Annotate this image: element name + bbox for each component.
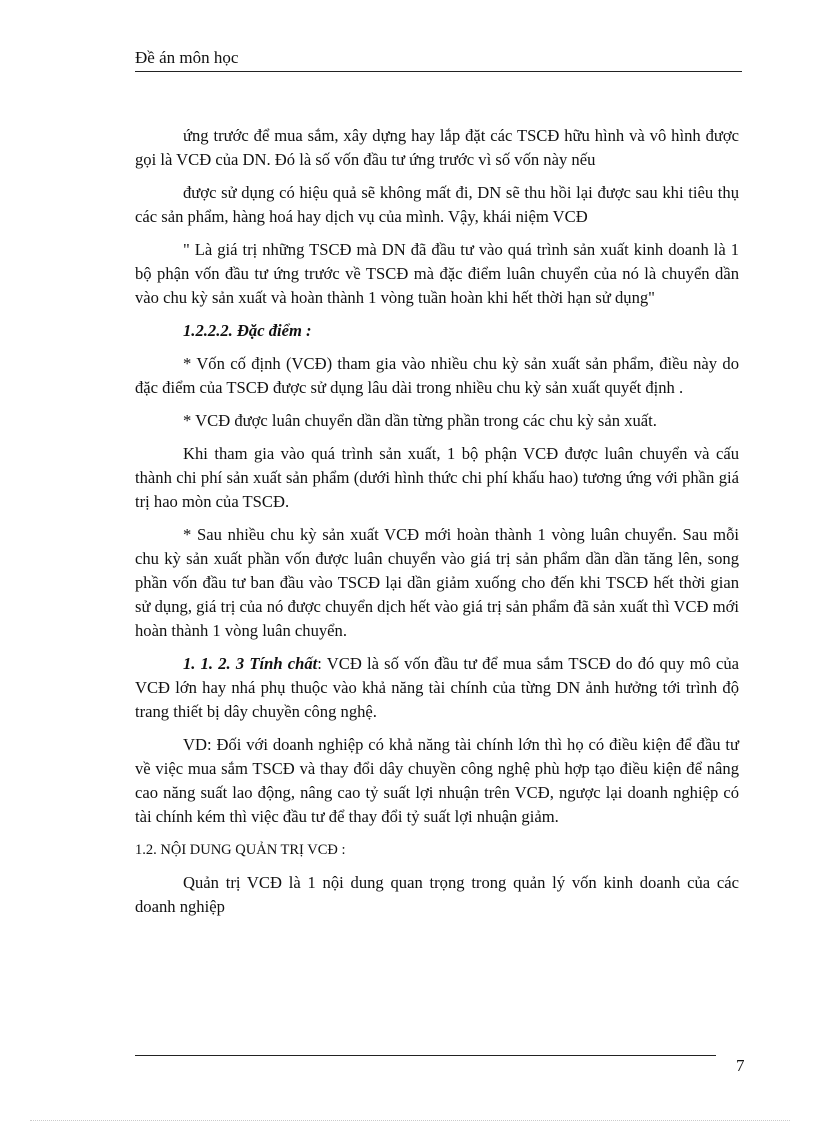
footer-divider [135,1055,716,1056]
page-number: 7 [736,1056,745,1075]
paragraph-6: Khi tham gia vào quá trình sản xuất, 1 bộ phận VCĐ được luân chuyển và cấu thành chi phí sản xuất sản phẩm (dưới hình thức chi phí khấu hao) tương ứng với phần giá trị hao mòn của TSCĐ. [135,444,739,511]
paragraph-3: " Là giá trị những TSCĐ mà DN đã đầu tư vào quá trình sản xuất kinh doanh là 1 bộ phận vốn đầu tư ứng trước về TSCĐ mà đặc điểm luân chuyển của nó là chuyển dần vào chu kỳ sản xuất và hoàn thành 1 vòng tuần hoàn khi hết thời hạn sử dụng" [135,240,739,307]
paragraph-5: * VCĐ được luân chuyển dần dần từng phần trong các chu kỳ sản xuất. [183,411,657,430]
paragraph-7: * Sau nhiều chu kỳ sản xuất VCĐ mới hoàn thành 1 vòng luân chuyển. Sau mỗi chu kỳ sản xuất phần vốn được luân chuyển vào giá trị sản phẩm dần dần tăng lên, song phần vốn đầu tư ban đầu vào TSCĐ lại dần giảm xuống cho đến khi TSCĐ hết thời gian sử dụng, giá trị của nó được chuyển dịch hết vào giá trị sản phẩm đã sản xuất thì VCĐ mới hoàn thành 1 vòng luân chuyển. [135,525,739,640]
heading-tinh-chat: 1. 1. 2. 3 Tính chất [183,654,318,673]
paragraph-2: được sử dụng có hiệu quả sẽ không mất đi, DN sẽ thu hồi lại được sau khi tiêu thụ các sản phẩm, hàng hoá hay dịch vụ của mình. Vậy, khái niệm VCĐ [135,183,739,226]
paragraph-9: VD: Đối với doanh nghiệp có khả năng tài chính lớn thì họ có điều kiện để đầu tư về việc mua sắm TSCĐ và thay đổi dây chuyền công nghệ phù hợp tạo điều kiện để nâng cao năng suất lao động, nâng cao tỷ suất lợi nhuận trên VCĐ, ngược lại doanh nghiệp có tài chính kém thì việc đầu tư để thay đổi tỷ suất lợi nhuận giảm. [135,735,739,826]
section-heading: 1.2. NỘI DUNG QUẢN TRỊ VCĐ : [135,842,346,858]
heading-dac-diem: 1.2.2.2. Đặc điểm : [183,321,312,340]
page-bottom-border [30,1120,790,1121]
paragraph-1: ứng trước để mua sắm, xây dựng hay lắp đặt các TSCĐ hữu hình và vô hình được gọi là VCĐ của DN. Đó là số vốn đầu tư ứng trước vì số vốn này nếu [135,126,739,169]
paragraph-10: Quản trị VCĐ là 1 nội dung quan trọng trong quản lý vốn kinh doanh của các doanh nghiệp [135,873,739,916]
page-header: Đề án môn học [135,48,742,72]
paragraph-tinh-chat [135,652,739,724]
document-body [135,124,739,928]
tinh-chat-text: : VCĐ là số vốn đầu tư để mua sắm TSCĐ do đó quy mô của VCĐ lớn hay nhá phụ thuộc vào khả năng tài chính của từng DN ảnh hưởng tới trình độ trang thiết bị dây chuyền công nghệ. [135,654,739,721]
paragraph-4: * Vốn cố định (VCĐ) tham gia vào nhiều chu kỳ sản xuất sản phẩm, điều này do đặc điểm của TSCĐ được sử dụng lâu dài trong nhiều chu kỳ sản xuất quyết định . [135,354,739,397]
